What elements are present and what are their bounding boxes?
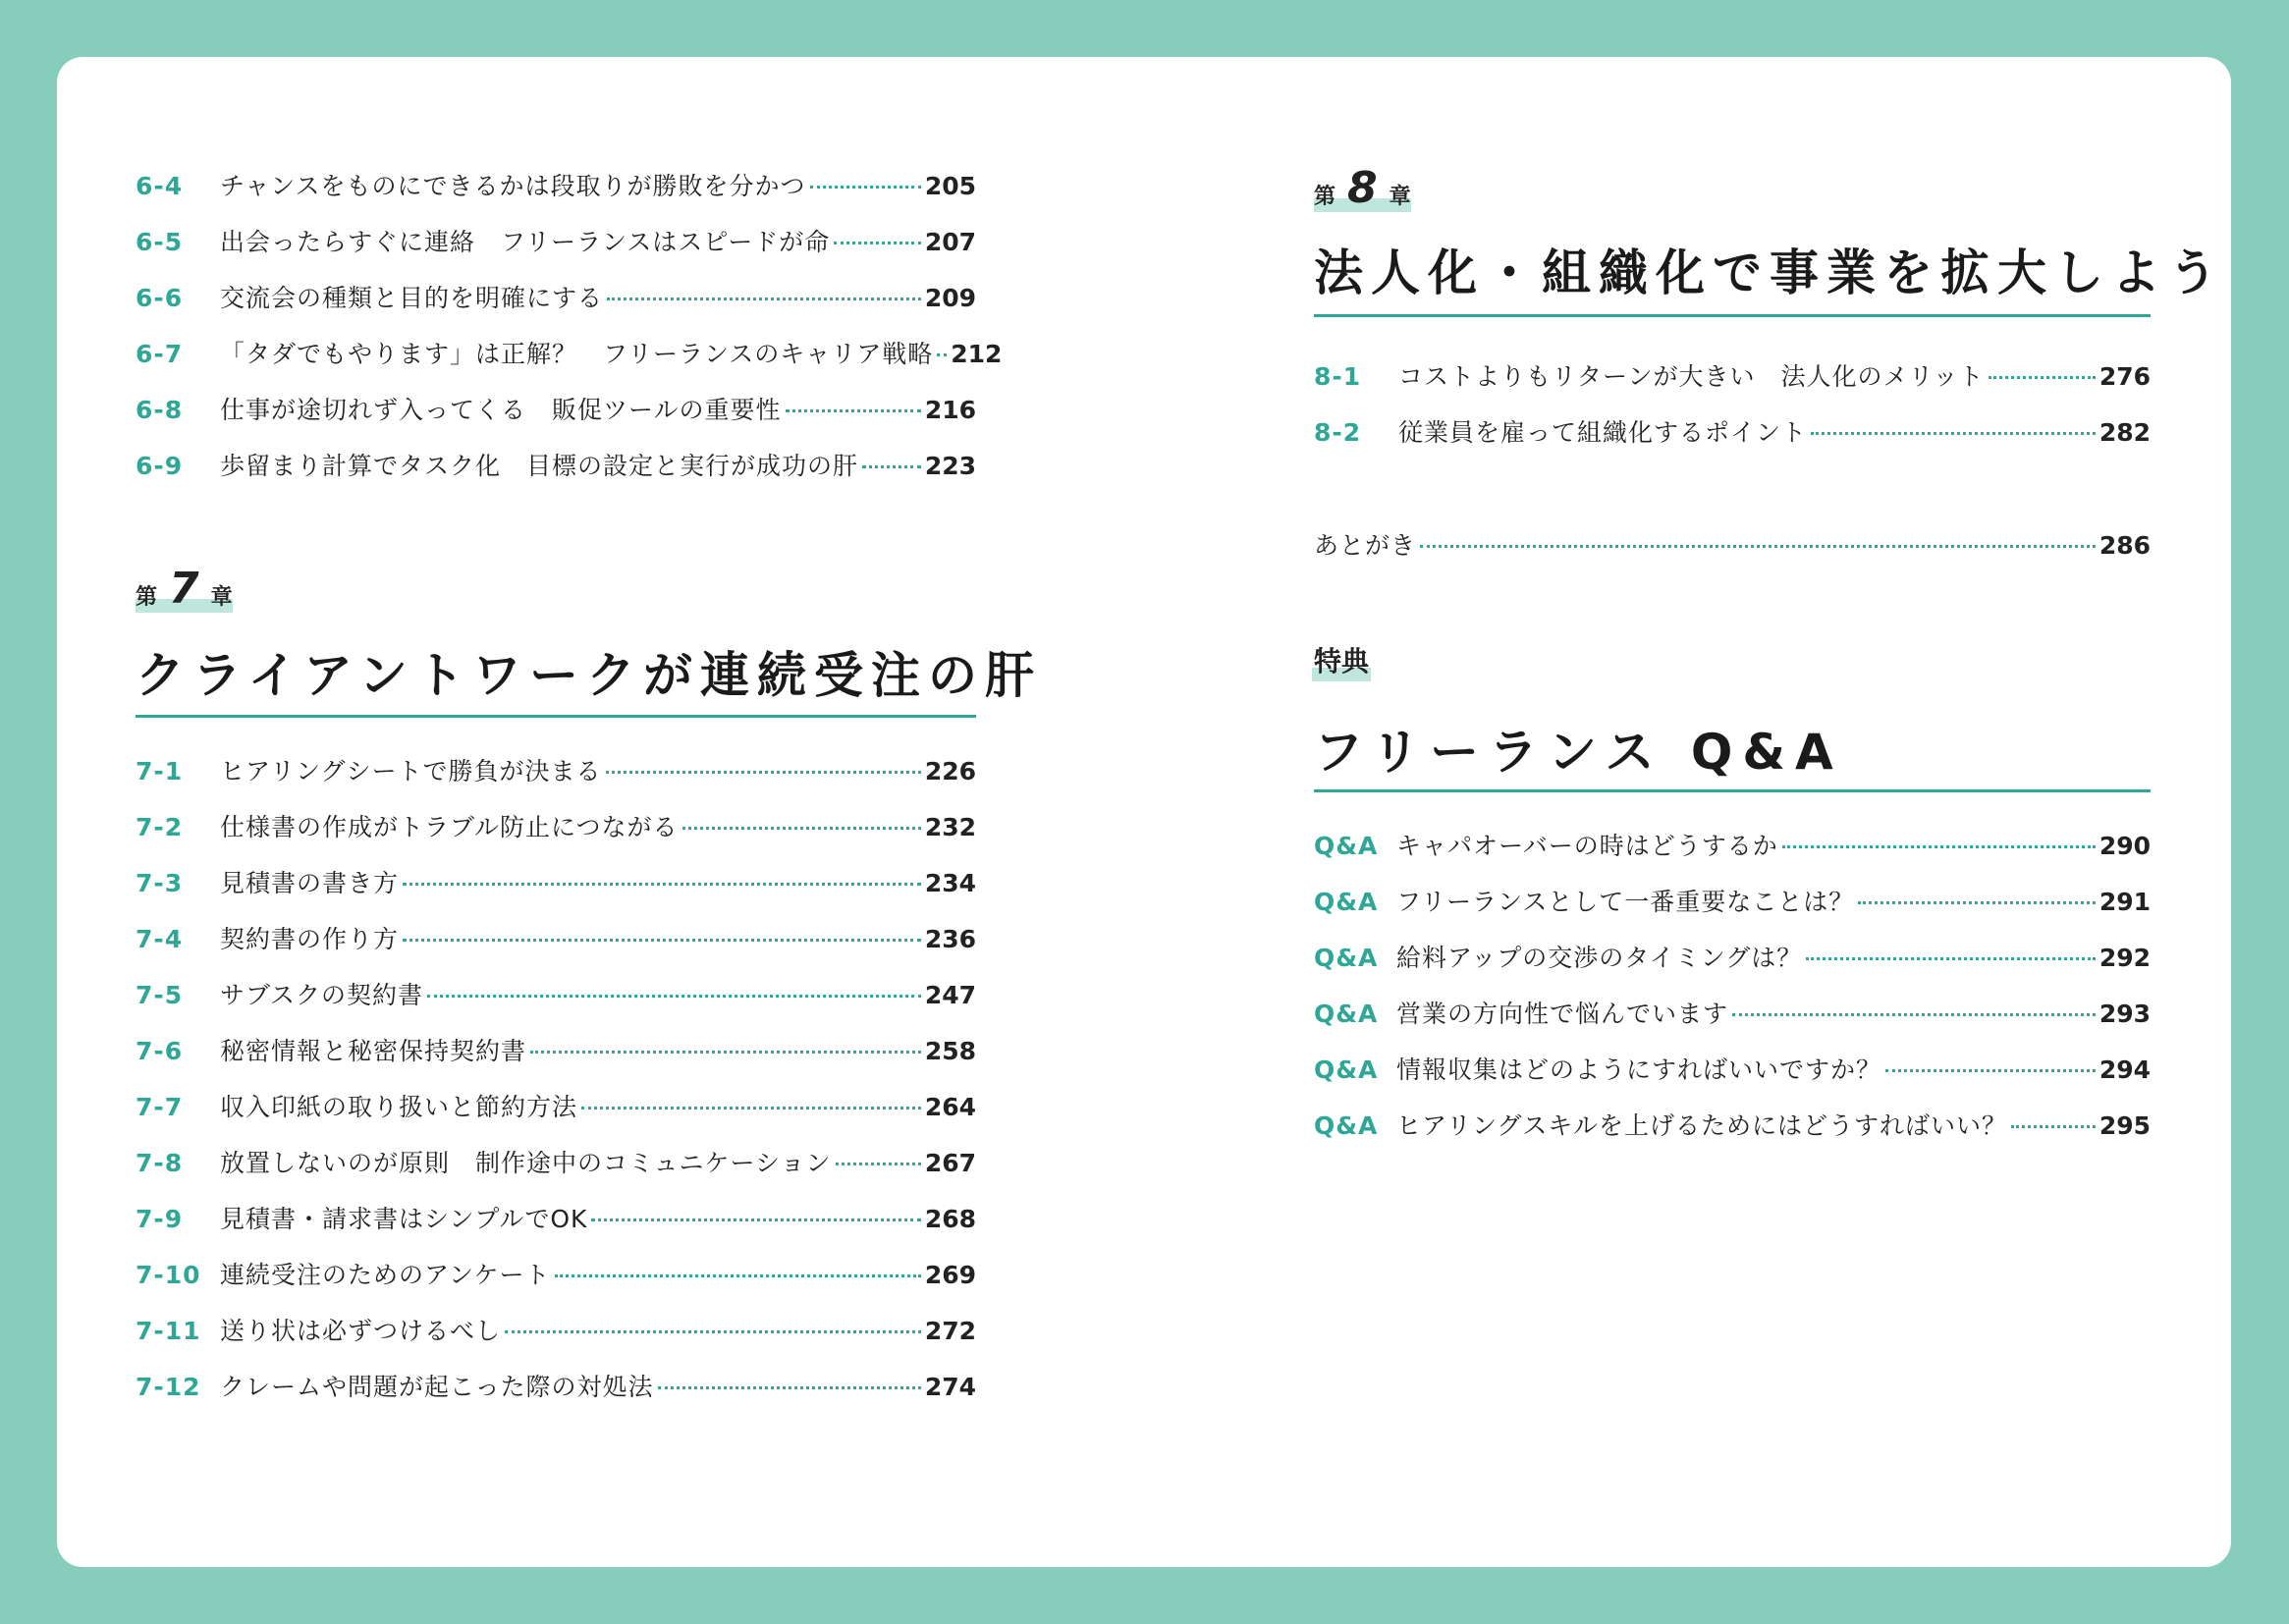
toc-title: あとがき	[1314, 531, 1417, 560]
toc-section-number: Q&A	[1314, 1056, 1379, 1084]
toc-row[interactable]	[136, 279, 976, 322]
toc-leader-dots	[530, 1051, 921, 1054]
toc-leader-dots	[1420, 545, 2096, 548]
toc-row[interactable]	[1314, 413, 2151, 457]
toc-row[interactable]	[136, 167, 976, 210]
toc-page-number: 295	[2098, 1111, 2151, 1140]
toc-section-number: 7-6	[136, 1037, 184, 1065]
toc-leader-dots	[505, 1330, 921, 1333]
toc-title: クレームや問題が起こった際の対処法	[220, 1373, 654, 1401]
toc-title: 仕様書の作成がトラブル防止につながる	[220, 813, 679, 841]
toc-title: サブスクの契約書	[220, 981, 424, 1009]
toc-page-number: 286	[2098, 531, 2151, 560]
toc-page-number: 276	[2098, 362, 2151, 391]
toc-title: フリーランスとして一番重要なことは？	[1396, 888, 1855, 916]
toc-section-number: Q&A	[1314, 1111, 1379, 1140]
toc-section-number: 8-2	[1314, 418, 1362, 447]
toc-leader-dots	[862, 465, 921, 468]
toc-row[interactable]	[136, 1368, 976, 1411]
toc-title: 見積書の書き方	[220, 869, 400, 897]
bonus-label: 特典	[1314, 640, 1369, 679]
toc-title: 出会ったらすぐに連絡 フリーランスはスピードが命	[220, 228, 831, 256]
toc-row[interactable]	[1314, 357, 2151, 401]
toc-leader-dots	[1989, 376, 2096, 379]
toc-page-number: 291	[2098, 888, 2151, 916]
toc-section-number: 6-5	[136, 228, 184, 256]
toc-title: 従業員を雇って組織化するポイント	[1398, 418, 1808, 447]
toc-row[interactable]	[136, 447, 976, 490]
toc-leader-dots	[1806, 957, 2096, 960]
toc-title: 歩留まり計算でタスク化 目標の設定と実行が成功の肝	[220, 452, 859, 480]
toc-page	[57, 57, 2231, 1567]
toc-section-number: 6-8	[136, 396, 184, 424]
toc-page-number: 236	[924, 925, 976, 953]
toc-leader-dots	[1782, 845, 2096, 848]
toc-section-number: 7-11	[136, 1317, 201, 1345]
toc-row[interactable]	[136, 1312, 976, 1355]
toc-section-number: Q&A	[1314, 888, 1379, 916]
toc-leader-dots	[606, 771, 921, 774]
toc-title: コストよりもリターンが大きい 法人化のメリット	[1398, 362, 1985, 391]
toc-section-number: 7-7	[136, 1093, 184, 1121]
toc-section-number: 7-8	[136, 1149, 184, 1177]
toc-section-number: 7-2	[136, 813, 184, 841]
toc-page-number: 269	[924, 1261, 976, 1289]
toc-page-number: 258	[924, 1037, 976, 1065]
toc-leader-dots	[810, 186, 921, 189]
toc-section-number: 6-4	[136, 172, 184, 200]
toc-page-number: 282	[2098, 418, 2151, 447]
toc-page-number: 205	[924, 172, 976, 200]
chapter-7-title: クライアントワークが連続受注の肝	[136, 647, 1042, 704]
toc-section-number: Q&A	[1314, 832, 1379, 860]
toc-leader-dots	[658, 1386, 921, 1389]
toc-leader-dots	[581, 1107, 921, 1110]
toc-page-number: 268	[924, 1205, 976, 1233]
chapter-label-prefix: 第	[136, 585, 158, 610]
toc-leader-dots	[834, 242, 921, 244]
toc-page-number: 247	[924, 981, 976, 1009]
chapter-label-suffix: 章	[210, 585, 233, 610]
toc-leader-dots	[555, 1274, 921, 1277]
chapter-8-label	[1314, 163, 1411, 213]
toc-row[interactable]	[136, 1200, 976, 1243]
toc-row[interactable]	[136, 864, 976, 907]
toc-section-number: Q&A	[1314, 1000, 1379, 1028]
toc-section-number: 8-1	[1314, 362, 1362, 391]
toc-section-number: 7-4	[136, 925, 184, 953]
toc-page-number: 293	[2098, 1000, 2151, 1028]
toc-title: 送り状は必ずつけるべし	[220, 1317, 502, 1345]
toc-page-number: 207	[924, 228, 976, 256]
toc-leader-dots	[591, 1218, 920, 1221]
toc-title: 契約書の作り方	[220, 925, 400, 953]
toc-section-number: 7-10	[136, 1261, 201, 1289]
toc-page-number: 272	[924, 1317, 976, 1345]
toc-leader-dots	[1732, 1013, 2096, 1016]
toc-leader-dots	[607, 298, 921, 300]
toc-page-number: 232	[924, 813, 976, 841]
toc-section-number: 7-5	[136, 981, 184, 1009]
toc-page-number: 212	[951, 340, 1003, 368]
toc-row[interactable]	[136, 1032, 976, 1075]
toc-row[interactable]	[136, 391, 976, 434]
toc-leader-dots	[2011, 1125, 2096, 1128]
bonus-title: フリーランス Q&A	[1314, 724, 1843, 781]
toc-row[interactable]	[136, 752, 976, 795]
toc-title: 「タダでもやります」は正解？ フリーランスのキャリア戦略	[220, 340, 934, 368]
chapter-number: 8	[1347, 163, 1378, 213]
toc-title: 放置しないのが原則 制作途中のコミュニケーション	[220, 1149, 832, 1177]
toc-section-number: Q&A	[1314, 944, 1379, 972]
toc-title: 情報収集はどのようにすればいいですか？	[1396, 1056, 1882, 1084]
bonus-rule	[1314, 789, 2151, 792]
toc-section-number: 6-9	[136, 452, 184, 480]
toc-row[interactable]	[1314, 1051, 2151, 1094]
toc-row[interactable]	[136, 335, 1003, 378]
toc-row[interactable]	[136, 976, 976, 1019]
toc-row[interactable]	[1314, 883, 2151, 926]
toc-page-number: 294	[2098, 1056, 2151, 1084]
toc-leader-dots	[786, 409, 921, 412]
chapter-8-rule	[1314, 314, 2151, 317]
toc-page-number: 290	[2098, 832, 2151, 860]
toc-leader-dots	[1885, 1069, 2096, 1072]
toc-title: 見積書・請求書はシンプルでOK	[220, 1205, 588, 1233]
toc-row[interactable]	[1314, 939, 2151, 982]
toc-row-afterword[interactable]	[1314, 526, 2151, 569]
toc-section-number: 6-7	[136, 340, 184, 368]
toc-row[interactable]	[136, 1088, 976, 1131]
toc-row[interactable]	[1314, 1107, 2151, 1150]
toc-row[interactable]	[136, 1256, 976, 1299]
toc-title: 連続受注のためのアンケート	[220, 1261, 551, 1289]
toc-page-number: 226	[924, 757, 976, 785]
toc-page-number: 223	[924, 452, 976, 480]
toc-title: 給料アップの交渉のタイミングは？	[1396, 944, 1803, 972]
toc-row[interactable]	[136, 1144, 976, 1187]
toc-leader-dots	[937, 353, 947, 356]
toc-title: ヒアリングスキルを上げるためにはどうすればいい？	[1396, 1111, 2008, 1140]
toc-leader-dots	[403, 939, 921, 942]
chapter-label-suffix: 章	[1389, 185, 1411, 209]
toc-section-number: 6-6	[136, 284, 184, 312]
toc-row[interactable]	[136, 223, 976, 266]
toc-leader-dots	[836, 1163, 921, 1165]
chapter-7-rule	[136, 715, 976, 718]
toc-page-number: 209	[924, 284, 976, 312]
toc-section-number: 7-3	[136, 869, 184, 897]
toc-page-number: 274	[924, 1373, 976, 1401]
toc-leader-dots	[1858, 901, 2096, 904]
toc-leader-dots	[427, 995, 921, 998]
toc-section-number: 7-12	[136, 1373, 201, 1401]
chapter-7-label	[136, 564, 233, 614]
toc-row[interactable]	[136, 808, 976, 851]
toc-page-number: 234	[924, 869, 976, 897]
toc-title: ヒアリングシートで勝負が決まる	[220, 757, 602, 785]
toc-row[interactable]	[136, 920, 976, 963]
toc-row[interactable]	[1314, 995, 2151, 1038]
toc-title: 営業の方向性で悩んでいます	[1396, 1000, 1729, 1028]
toc-row[interactable]	[1314, 827, 2151, 870]
toc-title: 収入印紙の取り扱いと節約方法	[220, 1093, 578, 1121]
toc-section-number: 7-9	[136, 1205, 184, 1233]
toc-title: チャンスをものにできるかは段取りが勝敗を分かつ	[220, 172, 806, 200]
toc-title: キャパオーバーの時はどうするか	[1396, 832, 1778, 860]
toc-title: 交流会の種類と目的を明確にする	[220, 284, 604, 312]
toc-page-number: 216	[924, 396, 976, 424]
toc-page-number: 267	[924, 1149, 976, 1177]
toc-page-number: 292	[2098, 944, 2151, 972]
toc-title: 仕事が途切れず入ってくる 販促ツールの重要性	[220, 396, 782, 424]
toc-leader-dots	[1811, 432, 2096, 435]
toc-leader-dots	[682, 827, 921, 830]
toc-leader-dots	[403, 883, 921, 886]
toc-section-number: 7-1	[136, 757, 184, 785]
chapter-number: 7	[169, 564, 199, 614]
toc-title: 秘密情報と秘密保持契約書	[220, 1037, 527, 1065]
toc-page-number: 264	[924, 1093, 976, 1121]
chapter-label-prefix: 第	[1314, 185, 1336, 209]
chapter-8-title: 法人化・組織化で事業を拡大しよう	[1314, 244, 2225, 301]
